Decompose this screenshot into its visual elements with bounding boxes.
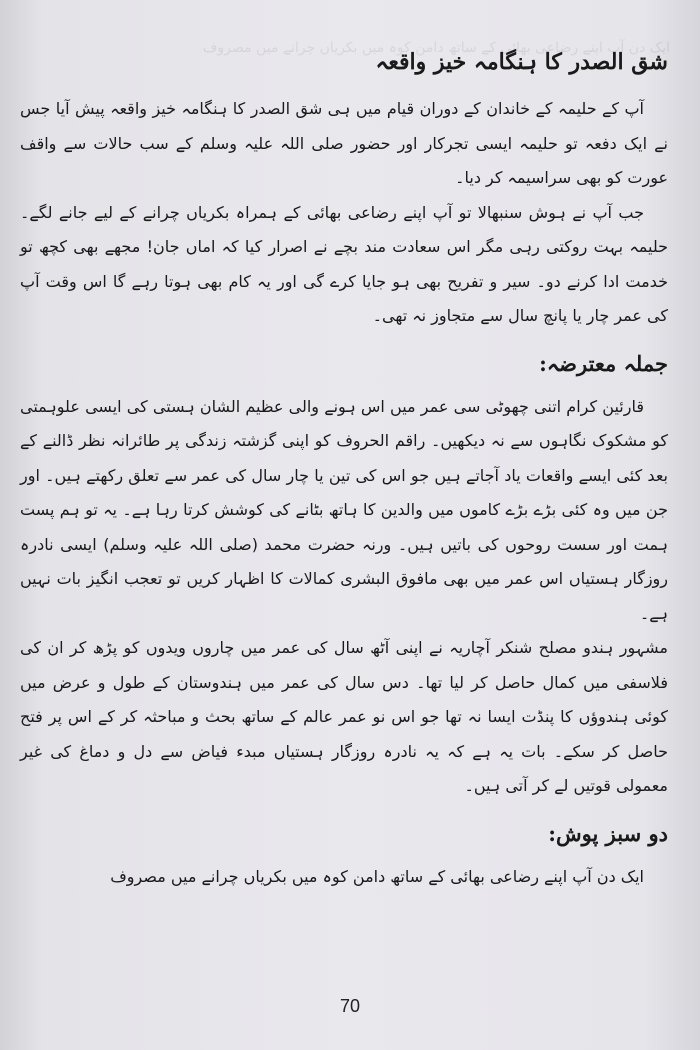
paragraph-2: جب آپ نے ہوش سنبھالا تو آپ اپنے رضاعی بھائی کے ہمراہ بکریاں چرانے کے لیے جانے لگے۔ حلیمہ بہت روکتی رہی مگر اس سعادت مند بچے نے اصرار کیا کہ اماں جان! مجھے بھی کچھ تو خدمت ادا کرنے دو۔ سیر و تفریح بھی ہو جایا کرے گی اور یہ کام بھی ہوتا رہے گا اس وقت آپ کی عمر چار یا پانچ سال سے متجاوز نہ تھی۔ <box>20 202 668 325</box>
section-heading-jumla-mutarida: جملہ معترضہ: <box>539 350 668 376</box>
page-number: 70 <box>339 996 361 1016</box>
bleed-through-line: ایک دن آپ اپنے رضاعی بھائی کے ساتھ دامن کوہ میں بکریاں چرانے میں مصروف <box>202 40 670 56</box>
section-heading-do-sabz-posh: دو سبز پوش: <box>548 820 668 846</box>
paragraph-4: مشہور ہندو مصلح شنکر آچاریہ نے اپنی آٹھ سال کی عمر میں چاروں ویدوں کو پڑھ کر ان کی فلاسفی میں کمال حاصل کر لیا تھا۔ دس سال کی عمر میں ہندوستان کے طول و عرض میں کوئی ہندوؤں کا پنڈت ایسا نہ تھا جو اس نو عمر عالم کے ساتھ بحث و مباحثہ کر کے اس پر فتح حاصل کر سکے۔ بات یہ ہے کہ یہ نادرہ روزگار ہستیاں مبدء فیاض سے دل و دماغ کی غیر معمولی قوتیں لے کر آتی ہیں۔ <box>20 638 668 795</box>
section-heading-shaq-al-sadr: شق الصدر کا ہنگامہ خیز واقعہ <box>375 49 668 75</box>
paragraph-5: ایک دن آپ اپنے رضاعی بھائی کے ساتھ دامن کوہ میں بکریاں چرانے میں مصروف <box>110 866 644 886</box>
paragraph-3: قارئین کرام اتنی چھوٹی سی عمر میں اس ہونے والی عظیم الشان ہستی کی ایسی علوہمتی کو مشکوک نگاہوں سے نہ دیکھیں۔ راقم الحروف کو اپنی گزشتہ زندگی پر طائرانہ نظر ڈالنے کے بعد کئی ایسے واقعات یاد آجاتے ہیں جو اس کی تین یا چار سال کی عمر سے تعلق رکھتے ہیں۔ اور جن میں وہ کئی بڑے بڑے کاموں میں والدین کا ہاتھ بٹانے کی کوشش کرتا رہا ہے۔ یہ تو ہم پست ہمت اور سست روحوں کی باتیں ہیں۔ ورنہ حضرت محمد (صلی اللہ علیہ وسلم) ایسی نادرہ روزگار ہستیاں اس عمر میں بھی مافوق البشری کمالات کا اظہار کریں تو تعجب انگیز بات نہیں ہے۔ <box>20 396 668 623</box>
page-content <box>20 40 668 894</box>
paragraph-1: آپ کے حلیمہ کے خاندان کے دوران قیام میں ہی شق الصدر کا ہنگامہ خیز واقعہ پیش آیا جس نے ایک دفعہ تو حلیمہ ایسی تجرکار اور حضور صلی اللہ علیہ وسلم کے سب حالات سے واقف عورت کو بھی سراسیمہ کر دیا۔ <box>20 99 668 187</box>
